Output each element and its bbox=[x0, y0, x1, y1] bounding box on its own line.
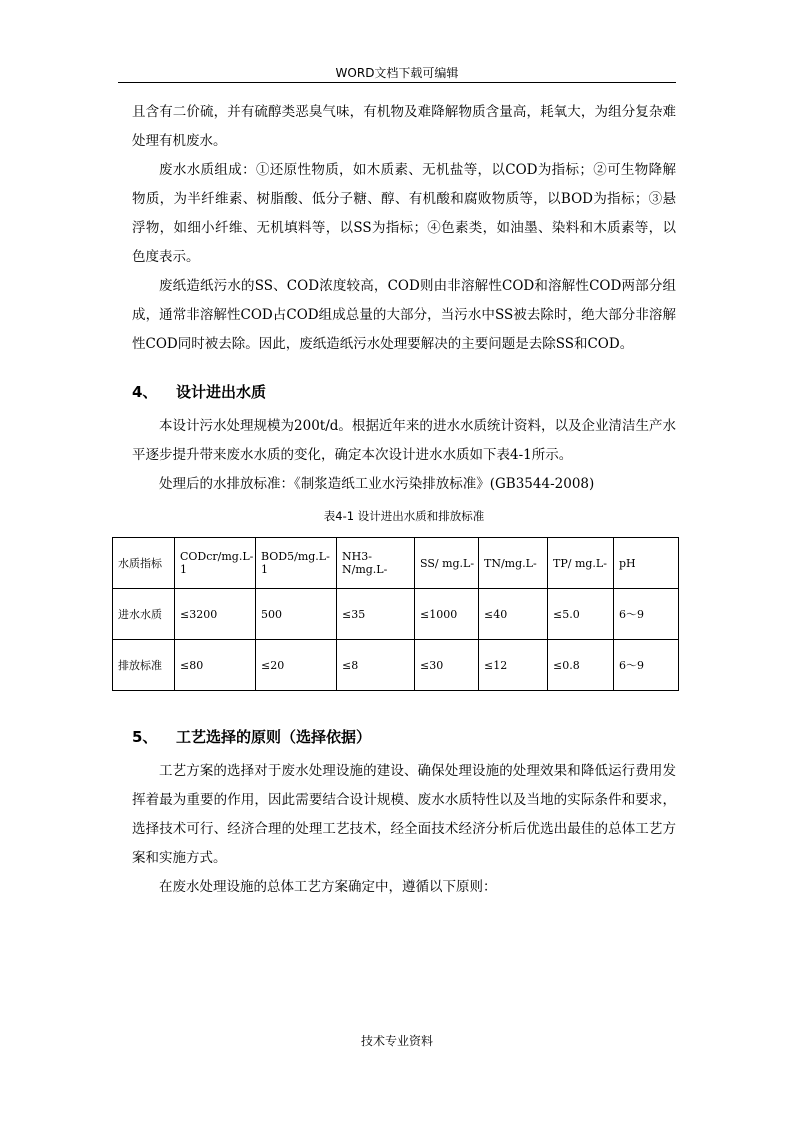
paragraph: 处理后的水排放标准：《制浆造纸工业水污染排放标准》(GB3544-2008) bbox=[159, 476, 595, 492]
paragraph: 废水水质组成：①还原性物质，如木质素、无机盐等，以COD为指标；②可生物降解物质，为半纤维素、树脂酸、低分子糖、醇、有机酸和腐败物质等，以BOD为指标；③悬浮物，如细小纤维、无机填料等，以SS为指标；④色素类，如油墨、染料和木质素等，以色度表示。 bbox=[132, 162, 676, 265]
paragraph: 废纸造纸污水的SS、COD浓度较高，COD则由非溶解性COD和溶解性COD两部分组成，通常非溶解性COD占COD组成总量的大部分，当污水中SS被去除时，绝大部分非溶解性COD同时被去除。因此，废纸造纸污水处理要解决的主要问题是去除SS和COD。 bbox=[132, 278, 676, 352]
table-cell: ≤35 bbox=[337, 589, 415, 640]
table-cell: ≤0.8 bbox=[548, 640, 614, 691]
paragraph: 本设计污水处理规模为200t/d。根据近年来的进水水质统计资料，以及企业清洁生产水平逐步提升带来废水水质的变化，确定本次设计进水水质如下表4-1所示。 bbox=[132, 418, 676, 463]
table-header-cell: 水质指标 bbox=[113, 538, 175, 589]
paragraph: 且含有二价硫，并有硫醇类恶臭气味，有机物及难降解物质含量高，耗氧大，为组分复杂难处理有机废水。 bbox=[132, 104, 676, 149]
document-body bbox=[118, 98, 676, 902]
table-header-cell: CODcr/mg.L-1 bbox=[175, 538, 256, 589]
section-heading-4 bbox=[132, 378, 676, 406]
table-cell: 进水水质 bbox=[113, 589, 175, 640]
table-header-cell: TN/mg.L- bbox=[479, 538, 548, 589]
table-cell: ≤80 bbox=[175, 640, 256, 691]
table-header-cell: SS/ mg.L- bbox=[415, 538, 479, 589]
table-cell: ≤20 bbox=[256, 640, 337, 691]
page-footer: 技术专业资料 bbox=[360, 1034, 433, 1048]
table-header-cell: pH bbox=[614, 538, 679, 589]
table-cell: ≤1000 bbox=[415, 589, 479, 640]
table-cell: 500 bbox=[256, 589, 337, 640]
table-caption: 表4-1 设计进出水质和排放标准 bbox=[323, 509, 485, 523]
section-heading-5 bbox=[132, 723, 676, 751]
table-cell: ≤3200 bbox=[175, 589, 256, 640]
table-cell: 6～9 bbox=[614, 640, 679, 691]
table-cell: ≤40 bbox=[479, 589, 548, 640]
section-number: 4、 bbox=[132, 383, 158, 401]
table-cell: ≤12 bbox=[479, 640, 548, 691]
table-header-cell: BOD5/mg.L-1 bbox=[256, 538, 337, 589]
table-header-cell: NH3-N/mg.L- bbox=[337, 538, 415, 589]
paragraph: 在废水处理设施的总体工艺方案确定中，遵循以下原则： bbox=[159, 879, 497, 895]
table-cell: ≤8 bbox=[337, 640, 415, 691]
paragraph: 工艺方案的选择对于废水处理设施的建设、确保处理设施的处理效果和降低运行费用发挥着最为重要的作用，因此需要结合设计规模、废水水质特性以及当地的实际条件和要求，选择技术可行、经济合理的处理工艺技术，经全面技术经济分析后优选出最佳的总体工艺方案和实施方式。 bbox=[132, 763, 676, 866]
table-header-cell: TP/ mg.L- bbox=[548, 538, 614, 589]
table-cell: 排放标准 bbox=[113, 640, 175, 691]
table-cell: 6～9 bbox=[614, 589, 679, 640]
page-header: WORD文档下载可编辑 bbox=[335, 66, 459, 80]
table-row bbox=[113, 640, 679, 691]
table-cell: ≤30 bbox=[415, 640, 479, 691]
table-cell: ≤5.0 bbox=[548, 589, 614, 640]
water-quality-table bbox=[112, 537, 679, 691]
table-header-row bbox=[113, 538, 679, 589]
section-title: 工艺选择的原则（选择依据） bbox=[176, 728, 372, 746]
section-number: 5、 bbox=[132, 728, 158, 746]
section-title: 设计进出水质 bbox=[176, 383, 267, 401]
header-divider bbox=[118, 82, 676, 83]
table-row bbox=[113, 589, 679, 640]
